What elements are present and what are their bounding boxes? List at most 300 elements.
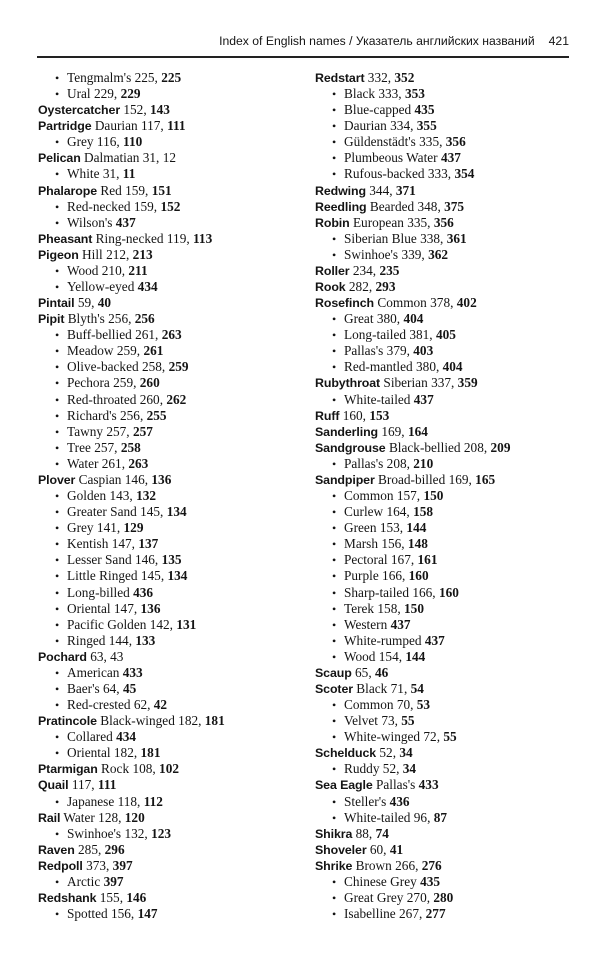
index-subentry xyxy=(38,456,300,472)
index-subentry xyxy=(315,488,577,504)
entry-heading: Reedling xyxy=(315,199,367,214)
entry-pages: 156, xyxy=(381,536,405,552)
entry-name: Dalmatian xyxy=(84,150,140,166)
entry-name: Buff-bellied xyxy=(67,327,132,343)
entry-plate-number: 362 xyxy=(428,246,449,262)
entry-plate-number: 404 xyxy=(442,359,463,375)
entry-heading: Ruff xyxy=(315,408,340,423)
entry-plate-number: 437 xyxy=(390,616,411,632)
entry-heading: Shikra xyxy=(315,826,353,841)
index-subentry xyxy=(38,536,300,552)
entry-plate-number: 235 xyxy=(379,262,400,278)
index-entry xyxy=(38,231,300,247)
entry-pages: 258, xyxy=(141,359,166,375)
entry-name: Long-tailed xyxy=(344,327,407,343)
entry-pages: 73, xyxy=(381,713,398,729)
index-subentry xyxy=(38,440,300,456)
entry-plate-number: 293 xyxy=(375,279,396,295)
entry-plate-number: 261 xyxy=(143,343,164,359)
entry-plate-number: 165 xyxy=(475,471,496,487)
entry-plate-number: 404 xyxy=(403,311,424,327)
entry-name: Rock xyxy=(101,761,130,777)
index-entry xyxy=(315,826,577,842)
entry-plate-number: 111 xyxy=(97,777,117,793)
index-entry xyxy=(315,858,577,874)
entry-plate-number: 129 xyxy=(123,520,144,536)
index-subentry xyxy=(315,729,577,745)
entry-pages: 257, xyxy=(106,423,130,439)
entry-plate-number: 151 xyxy=(151,182,172,198)
entry-heading: Raven xyxy=(38,842,75,857)
entry-pages: 117, xyxy=(140,118,164,134)
index-subentry xyxy=(315,134,577,150)
entry-plate-number: 434 xyxy=(116,729,137,745)
entry-heading: Ptarmigan xyxy=(38,762,98,777)
index-entry xyxy=(38,842,300,858)
index-entry xyxy=(38,247,300,263)
index-entry xyxy=(38,890,300,906)
entry-name: Baer's xyxy=(67,680,100,696)
entry-name: Common xyxy=(344,488,394,504)
entry-plate-number: 435 xyxy=(414,102,435,118)
entry-pages: 63, 43 xyxy=(90,648,124,664)
entry-heading: Rook xyxy=(315,280,346,295)
entry-name: Japanese xyxy=(67,793,115,809)
index-subentry xyxy=(38,375,300,391)
index-subentry xyxy=(315,456,577,472)
index-entry xyxy=(38,311,300,327)
index-subentry xyxy=(315,552,577,568)
entry-pages: 261, xyxy=(135,327,159,343)
index-subentry xyxy=(38,601,300,617)
entry-pages: 164, xyxy=(386,504,410,520)
index-subentry xyxy=(315,713,577,729)
entry-name: Curlew xyxy=(344,504,384,520)
entry-plate-number: 137 xyxy=(138,536,159,552)
entry-name: Güldenstädt's xyxy=(344,134,416,150)
entry-name: Blue-capped xyxy=(344,102,412,118)
index-subentry xyxy=(38,568,300,584)
index-subentry xyxy=(38,199,300,215)
entry-plate-number: 131 xyxy=(176,616,197,632)
index-subentry xyxy=(38,585,300,601)
index-subentry xyxy=(38,633,300,649)
entry-name: Pechora xyxy=(67,375,110,391)
entry-name: White xyxy=(67,166,100,182)
entry-plate-number: 132 xyxy=(136,488,157,504)
entry-plate-number: 158 xyxy=(413,504,434,520)
index-entry xyxy=(315,279,577,295)
entry-name: Steller's xyxy=(344,793,387,809)
entry-plate-number: 113 xyxy=(193,230,213,246)
running-header xyxy=(0,34,569,48)
entry-name: Swinhoe's xyxy=(67,825,122,841)
entry-plate-number: 211 xyxy=(128,262,148,278)
entry-name: Velvet xyxy=(344,713,378,729)
entry-plate-number: 259 xyxy=(168,359,189,375)
entry-plate-number: 355 xyxy=(416,118,437,134)
entry-pages: 147, xyxy=(113,600,138,616)
entry-pages: 88, xyxy=(355,825,373,841)
entry-name: Swinhoe's xyxy=(344,246,399,262)
entry-plate-number: 296 xyxy=(104,841,125,857)
entry-pages: 344, xyxy=(369,182,393,198)
entry-plate-number: 256 xyxy=(134,311,155,327)
index-entry xyxy=(315,408,577,424)
entry-pages: 143, xyxy=(109,488,133,504)
entry-pages: 128, xyxy=(98,809,122,825)
entry-plate-number: 150 xyxy=(404,600,424,616)
entry-heading: Phalarope xyxy=(38,183,98,198)
entry-pages: 338, xyxy=(420,230,444,246)
entry-name: Wilson's xyxy=(67,214,113,230)
entry-heading: Redshank xyxy=(38,890,97,905)
entry-plate-number: 437 xyxy=(424,632,445,648)
entry-plate-number: 146 xyxy=(126,889,147,905)
entry-heading: Partridge xyxy=(38,119,92,134)
index-entry xyxy=(315,70,577,86)
index-entry xyxy=(315,681,577,697)
entry-name: Western xyxy=(344,616,388,632)
entry-pages: 155, xyxy=(99,889,124,905)
entry-pages: 65, xyxy=(355,664,372,680)
index-subentry xyxy=(315,874,577,890)
entry-plate-number: 150 xyxy=(423,488,444,504)
entry-heading: Sandgrouse xyxy=(315,440,386,455)
entry-heading: Shoveler xyxy=(315,842,367,857)
entry-name: Red-throated xyxy=(67,391,137,407)
entry-pages: 261, xyxy=(101,455,126,471)
entry-name: Greater Sand xyxy=(67,504,137,520)
index-entry xyxy=(38,183,300,199)
entry-pages: 256, xyxy=(120,407,144,423)
entry-plate-number: 359 xyxy=(457,375,478,391)
entry-name: Common xyxy=(377,295,427,311)
index-subentry xyxy=(38,424,300,440)
entry-name: White-tailed xyxy=(344,391,411,407)
entry-name: Tengmalm's xyxy=(67,70,132,85)
entry-plate-number: 153 xyxy=(369,407,390,423)
entry-pages: 142, xyxy=(149,616,173,632)
entry-heading: Sanderling xyxy=(315,424,379,439)
entry-pages: 147, xyxy=(111,536,135,552)
entry-pages: 212, xyxy=(106,246,130,262)
entry-pages: 337, xyxy=(431,375,455,391)
index-subentry xyxy=(38,343,300,359)
entry-name: Black-bellied xyxy=(388,439,461,455)
entry-pages: 166, xyxy=(412,584,436,600)
entry-plate-number: 111 xyxy=(167,118,186,134)
index-entry xyxy=(38,102,300,118)
index-subentry xyxy=(38,359,300,375)
index-entry xyxy=(315,375,577,391)
entry-plate-number: 134 xyxy=(167,568,188,584)
entry-name: Collared xyxy=(67,729,113,745)
entry-plate-number: 40 xyxy=(97,295,112,311)
index-subentry xyxy=(38,745,300,761)
entry-name: Broad-billed xyxy=(378,471,446,487)
entry-pages: 118, xyxy=(117,793,141,809)
entry-name: Oriental xyxy=(67,600,111,616)
entry-plate-number: 136 xyxy=(151,471,172,487)
entry-name: Water xyxy=(67,455,99,471)
entry-pages: 31, 12 xyxy=(142,150,176,166)
index-subentry xyxy=(38,86,300,102)
entry-pages: 145, xyxy=(140,504,164,520)
entry-pages: 182, xyxy=(178,713,202,729)
entry-pages: 332, xyxy=(367,70,392,85)
entry-name: Great Grey xyxy=(344,889,404,905)
entry-plate-number: 258 xyxy=(120,439,141,455)
entry-plate-number: 437 xyxy=(440,150,461,166)
entry-plate-number: 54 xyxy=(410,680,424,696)
entry-name: Black xyxy=(344,86,376,102)
index-subentry xyxy=(38,906,300,922)
index-entry xyxy=(38,472,300,488)
entry-plate-number: 352 xyxy=(394,70,415,85)
entry-pages: 335, xyxy=(419,134,443,150)
entry-name: Bearded xyxy=(369,198,415,214)
entry-name: Black xyxy=(356,680,388,696)
entry-plate-number: 55 xyxy=(443,729,457,745)
entry-name: Caspian xyxy=(78,471,122,487)
entry-name: Ring-necked xyxy=(95,230,164,246)
entry-heading: Rosefinch xyxy=(315,296,374,311)
entry-plate-number: 397 xyxy=(112,857,133,873)
entry-pages: 225, xyxy=(134,70,158,85)
index-entry xyxy=(315,440,577,456)
index-subentry xyxy=(38,697,300,713)
entry-name: Great xyxy=(344,311,374,327)
entry-plate-number: 34 xyxy=(402,761,417,777)
entry-plate-number: 436 xyxy=(389,793,410,809)
entry-heading: Pintail xyxy=(38,296,75,311)
entry-plate-number: 255 xyxy=(146,407,167,423)
index-subentry xyxy=(315,536,577,552)
entry-plate-number: 213 xyxy=(132,246,153,262)
entry-plate-number: 229 xyxy=(120,86,141,102)
running-title: Index of English names / Указатель английских названий xyxy=(219,34,535,48)
entry-heading: Plover xyxy=(38,472,76,487)
entry-plate-number: 257 xyxy=(132,423,153,439)
entry-name: American xyxy=(67,664,120,680)
index-subentry xyxy=(315,697,577,713)
entry-pages: 72, xyxy=(423,729,441,745)
index-entry xyxy=(38,649,300,665)
index-subentry xyxy=(315,166,577,182)
entry-plate-number: 356 xyxy=(445,134,466,150)
index-entry xyxy=(315,263,577,279)
index-entry xyxy=(315,472,577,488)
entry-name: European xyxy=(352,214,404,230)
index-subentry xyxy=(38,215,300,231)
entry-name: Pacific Golden xyxy=(67,616,147,632)
index-subentry xyxy=(38,681,300,697)
entry-name: Wood xyxy=(344,648,376,664)
entry-pages: 108, xyxy=(132,761,156,777)
index-entry xyxy=(315,424,577,440)
entry-name: Spotted xyxy=(67,906,108,922)
index-subentry xyxy=(315,810,577,826)
index-column-left xyxy=(38,70,300,922)
entry-pages: 260, xyxy=(139,391,164,407)
entry-pages: 119, xyxy=(166,230,190,246)
index-entry xyxy=(38,118,300,134)
index-subentry xyxy=(315,150,577,166)
entry-name: Brown xyxy=(355,857,392,873)
entry-name: Siberian Blue xyxy=(344,230,417,246)
entry-plate-number: 87 xyxy=(433,809,448,825)
index-entry xyxy=(315,199,577,215)
index-subentry xyxy=(38,504,300,520)
entry-name: Ringed xyxy=(67,632,106,648)
entry-name: Yellow-eyed xyxy=(67,279,135,295)
entry-name: Grey xyxy=(67,520,94,536)
entry-pages: 229, xyxy=(93,86,118,102)
index-subentry xyxy=(38,874,300,890)
entry-name: Oriental xyxy=(67,745,111,761)
entry-plate-number: 164 xyxy=(407,423,428,439)
index-subentry xyxy=(315,568,577,584)
entry-plate-number: 361 xyxy=(446,230,467,246)
entry-pages: 285, xyxy=(78,841,102,857)
entry-name: Red-necked xyxy=(67,198,131,214)
entry-plate-number: 147 xyxy=(137,906,158,922)
entry-pages: 146, xyxy=(134,552,159,568)
entry-plate-number: 433 xyxy=(122,664,143,680)
entry-name: Grey xyxy=(67,134,94,150)
entry-name: Little Ringed xyxy=(67,568,138,584)
entry-plate-number: 277 xyxy=(425,906,446,922)
index-subentry xyxy=(38,552,300,568)
entry-name: Arctic xyxy=(67,873,101,889)
index-subentry xyxy=(315,231,577,247)
entry-pages: 159, xyxy=(133,198,158,214)
header-rule xyxy=(37,56,569,58)
entry-pages: 64, xyxy=(103,680,120,696)
entry-heading: Scaup xyxy=(315,665,352,680)
entry-heading: Redstart xyxy=(315,71,365,85)
index-subentry xyxy=(315,906,577,922)
index-subentry xyxy=(38,488,300,504)
entry-plate-number: 260 xyxy=(139,375,160,391)
index-subentry xyxy=(315,359,577,375)
entry-heading: Pochard xyxy=(38,649,87,664)
entry-name: Lesser Sand xyxy=(67,552,132,568)
entry-pages: 159, xyxy=(125,182,149,198)
entry-name: Pallas's xyxy=(375,777,416,793)
index-subentry xyxy=(38,327,300,343)
entry-name: Wood xyxy=(67,262,99,278)
index-subentry xyxy=(315,327,577,343)
entry-heading: Pipit xyxy=(38,312,65,327)
entry-pages: 208, xyxy=(386,455,410,471)
index-subentry xyxy=(38,408,300,424)
index-entry xyxy=(38,858,300,874)
entry-plate-number: 136 xyxy=(140,600,161,616)
entry-plate-number: 397 xyxy=(103,873,124,889)
entry-pages: 259, xyxy=(116,343,141,359)
entry-pages: 62, xyxy=(133,697,151,713)
entry-name: Olive-backed xyxy=(67,359,139,375)
entry-pages: 333, xyxy=(427,166,452,182)
entry-name: Rufous-backed xyxy=(344,166,425,182)
index-subentry xyxy=(315,247,577,263)
entry-pages: 167, xyxy=(390,552,415,568)
entry-plate-number: 354 xyxy=(454,166,475,182)
entry-pages: 335, xyxy=(407,214,431,230)
entry-name: White-winged xyxy=(344,729,421,745)
entry-heading: Scoter xyxy=(315,681,353,696)
entry-pages: 70, xyxy=(396,697,414,713)
index-subentry xyxy=(315,392,577,408)
index-entry xyxy=(38,761,300,777)
entry-name: Daurian xyxy=(344,118,387,134)
entry-pages: 166, xyxy=(382,568,406,584)
entry-pages: 116, xyxy=(96,134,120,150)
entry-name: Water xyxy=(63,809,95,825)
entry-plate-number: 133 xyxy=(135,632,156,648)
entry-plate-number: 225 xyxy=(161,70,182,85)
entry-name: Plumbeous Water xyxy=(344,150,438,166)
index-subentry xyxy=(315,649,577,665)
entry-pages: 333, xyxy=(378,86,402,102)
index-subentry xyxy=(38,263,300,279)
entry-pages: 257, xyxy=(94,439,118,455)
index-entry xyxy=(315,183,577,199)
entry-name: Pectoral xyxy=(344,552,388,568)
entry-heading: Shrike xyxy=(315,858,353,873)
index-subentry xyxy=(38,392,300,408)
entry-name: Common xyxy=(344,697,394,713)
index-subentry xyxy=(315,311,577,327)
entry-heading: Schelduck xyxy=(315,746,377,761)
entry-plate-number: 112 xyxy=(143,793,163,809)
index-entry xyxy=(315,665,577,681)
entry-pages: 132, xyxy=(124,825,148,841)
index-subentry xyxy=(38,166,300,182)
index-entry xyxy=(315,842,577,858)
index-subentry xyxy=(315,794,577,810)
entry-name: Tawny xyxy=(67,423,103,439)
entry-pages: 144, xyxy=(108,632,133,648)
index-entry xyxy=(315,295,577,311)
index-entry xyxy=(38,777,300,793)
entry-heading: Sea Eagle xyxy=(315,778,373,793)
index-subentry xyxy=(315,504,577,520)
entry-plate-number: 45 xyxy=(122,680,137,696)
entry-heading: Roller xyxy=(315,263,350,278)
entry-plate-number: 152 xyxy=(160,198,181,214)
index-subentry xyxy=(315,617,577,633)
entry-plate-number: 144 xyxy=(406,520,427,536)
entry-pages: 373, xyxy=(86,857,110,873)
entry-heading: Pelican xyxy=(38,151,81,166)
entry-pages: 169, xyxy=(381,423,405,439)
entry-name: Siberian xyxy=(383,375,428,391)
entry-plate-number: 280 xyxy=(433,889,454,905)
entry-heading: Quail xyxy=(38,778,69,793)
entry-plate-number: 161 xyxy=(417,552,438,568)
entry-plate-number: 102 xyxy=(159,761,179,777)
entry-plate-number: 148 xyxy=(407,536,428,552)
entry-name: Sharp-tailed xyxy=(344,584,409,600)
entry-plate-number: 437 xyxy=(413,391,434,407)
entry-heading: Rail xyxy=(38,810,61,825)
entry-heading: Pheasant xyxy=(38,231,93,246)
entry-name: Tree xyxy=(67,439,91,455)
index-subentry xyxy=(38,826,300,842)
